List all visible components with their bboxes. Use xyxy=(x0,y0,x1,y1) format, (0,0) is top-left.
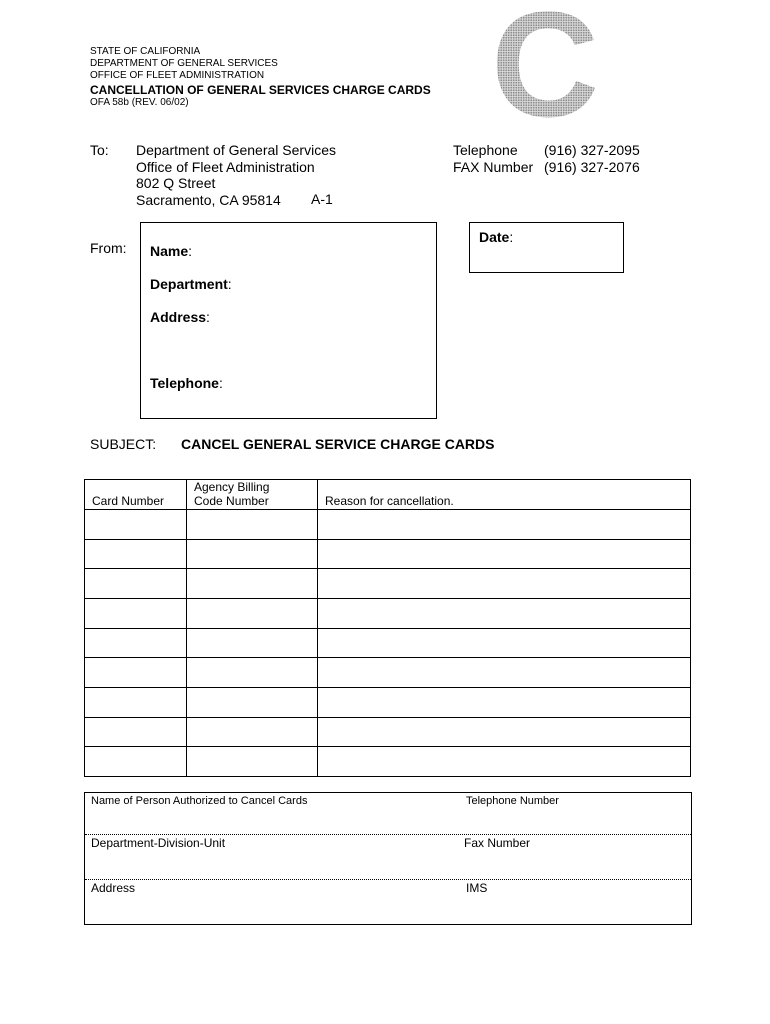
reason-cell[interactable] xyxy=(318,658,691,688)
reason-cell[interactable] xyxy=(318,510,691,540)
billing-code-cell[interactable] xyxy=(187,658,318,688)
card-number-cell[interactable] xyxy=(85,717,187,747)
reason-cell[interactable] xyxy=(318,539,691,569)
subject-label: SUBJECT: xyxy=(90,436,157,452)
from-address-field: Address: xyxy=(150,309,210,325)
date-field: Date: xyxy=(479,229,514,245)
fax-label: FAX Number xyxy=(453,158,534,175)
reason-cell[interactable] xyxy=(318,569,691,599)
agency-line-1: STATE OF CALIFORNIA xyxy=(90,46,201,57)
date-box[interactable] xyxy=(469,222,624,273)
card-number-cell[interactable] xyxy=(85,628,187,658)
telephone-number-label: Telephone Number xyxy=(466,795,559,807)
billing-code-cell[interactable] xyxy=(187,687,318,717)
card-number-cell[interactable] xyxy=(85,510,187,540)
billing-code-cell[interactable] xyxy=(187,569,318,599)
billing-code-cell[interactable] xyxy=(187,717,318,747)
ims-label: IMS xyxy=(466,881,488,895)
card-number-cell[interactable] xyxy=(85,658,187,688)
from-department-label: Department xyxy=(150,276,228,292)
agency-line-3: OFFICE OF FLEET ADMINISTRATION xyxy=(90,70,265,81)
reason-header: Reason for cancellation. xyxy=(318,480,691,510)
billing-code-cell[interactable] xyxy=(187,628,318,658)
fax-number-label: Fax Number xyxy=(464,836,531,850)
auth-address-label: Address xyxy=(91,881,136,895)
agency-line-2: DEPARTMENT OF GENERAL SERVICES xyxy=(90,58,278,69)
fax-value: (916) 327-2076 xyxy=(544,158,640,175)
authorization-box[interactable] xyxy=(84,792,692,925)
table-row xyxy=(85,687,691,717)
to-address xyxy=(136,142,336,208)
to-address-line-2: Office of Fleet Administration xyxy=(136,158,315,175)
subject-value: CANCEL GENERAL SERVICE CHARGE CARDS xyxy=(181,436,495,452)
card-number-header: Card Number xyxy=(85,480,187,510)
card-number-cell[interactable] xyxy=(85,569,187,599)
from-label: From: xyxy=(90,240,127,256)
authorized-name-label: Name of Person Authorized to Cancel Cards xyxy=(91,795,308,807)
division-label: Department-Division-Unit xyxy=(91,836,226,850)
telephone-label: Telephone xyxy=(453,142,518,158)
from-telephone-label: Telephone xyxy=(150,375,219,391)
reason-cell[interactable] xyxy=(318,598,691,628)
table-row xyxy=(85,598,691,628)
table-row xyxy=(85,539,691,569)
from-department-field: Department: xyxy=(150,276,232,292)
authorization-divider xyxy=(85,879,691,880)
billing-code-cell[interactable] xyxy=(187,598,318,628)
billing-code-cell[interactable] xyxy=(187,747,318,777)
billing-code-header xyxy=(187,480,318,510)
table-row xyxy=(85,569,691,599)
form-number: OFA 58b (REV. 06/02) xyxy=(90,97,189,108)
telephone-value: (916) 327-2095 xyxy=(544,142,640,158)
card-number-cell[interactable] xyxy=(85,747,187,777)
to-label: To: xyxy=(90,142,109,158)
to-address-line-1: Department of General Services xyxy=(136,142,336,158)
form-letter-logo xyxy=(480,4,610,134)
from-name-label: Name xyxy=(150,243,189,259)
table-row xyxy=(85,747,691,777)
table-row xyxy=(85,628,691,658)
card-number-cell[interactable] xyxy=(85,687,187,717)
logo-letter: C xyxy=(490,4,600,134)
authorization-divider xyxy=(85,834,691,835)
reason-cell[interactable] xyxy=(318,687,691,717)
from-name-field: Name: xyxy=(150,243,193,259)
form-title: CANCELLATION OF GENERAL SERVICES CHARGE CARDS xyxy=(90,83,431,97)
billing-code-cell[interactable] xyxy=(187,539,318,569)
billing-code-cell[interactable] xyxy=(187,510,318,540)
to-address-line-4: Sacramento, CA 95814 xyxy=(136,191,281,208)
cards-table xyxy=(84,479,691,777)
table-row xyxy=(85,717,691,747)
contact-info xyxy=(453,142,640,175)
table-row xyxy=(85,510,691,540)
cards-table-header xyxy=(85,480,691,510)
reason-cell[interactable] xyxy=(318,747,691,777)
billing-code-header-line-1: Agency Billing xyxy=(194,480,270,494)
from-address-label: Address xyxy=(150,309,207,325)
from-box[interactable] xyxy=(140,222,437,419)
card-number-cell[interactable] xyxy=(85,539,187,569)
reason-cell[interactable] xyxy=(318,717,691,747)
from-telephone-field: Telephone: xyxy=(150,375,223,391)
table-row xyxy=(85,658,691,688)
to-code: A-1 xyxy=(311,191,333,207)
to-address-line-3: 802 Q Street xyxy=(136,175,216,191)
card-number-cell[interactable] xyxy=(85,598,187,628)
billing-code-header-line-2: Code Number xyxy=(194,494,269,508)
date-label: Date xyxy=(479,229,510,245)
reason-cell[interactable] xyxy=(318,628,691,658)
